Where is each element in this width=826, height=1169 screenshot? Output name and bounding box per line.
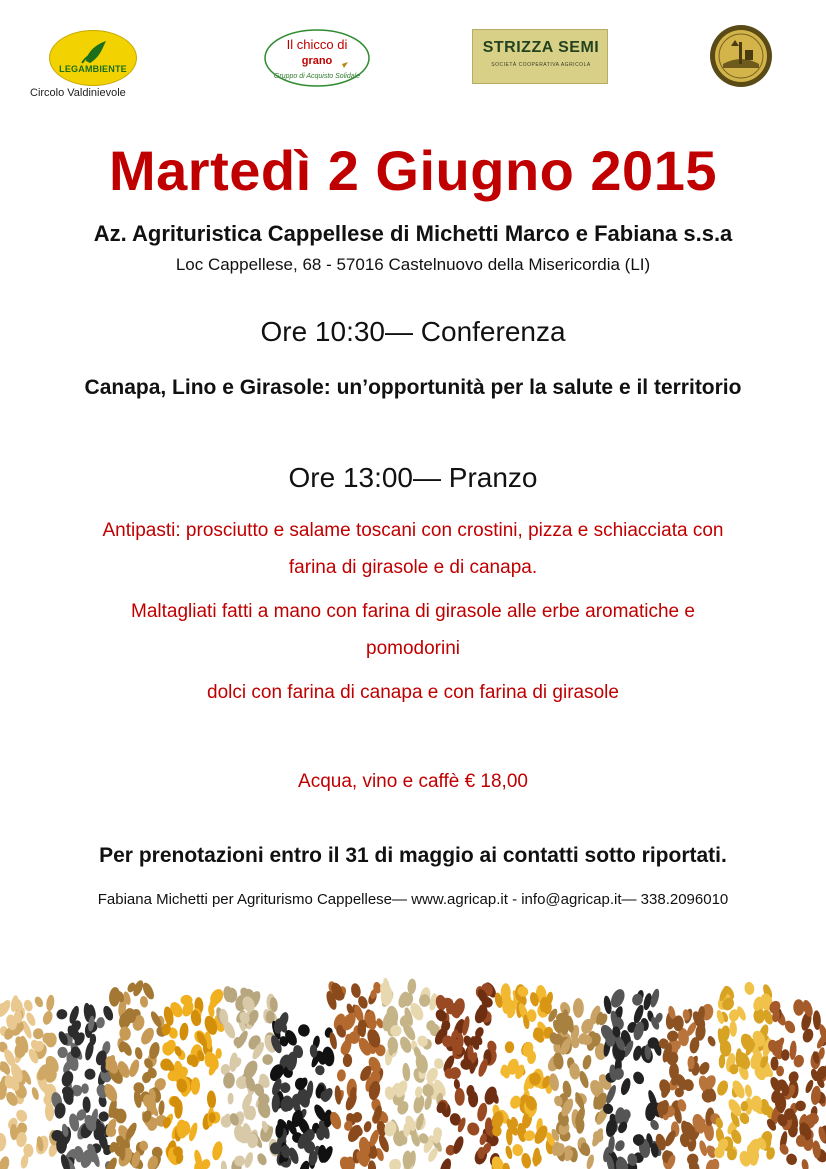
seed-shape xyxy=(139,995,149,1008)
seed-shape xyxy=(402,1063,411,1082)
seed-shape xyxy=(505,1041,515,1053)
seed-shape xyxy=(744,981,756,995)
seed-shape xyxy=(179,1022,190,1041)
seed-shape xyxy=(56,1008,69,1020)
seed-shape xyxy=(407,978,417,994)
seed-shape xyxy=(127,1058,141,1078)
seed-shape xyxy=(83,1067,98,1082)
seed-shape xyxy=(613,1139,626,1153)
seed-shape xyxy=(226,988,237,1003)
seed-shape xyxy=(363,1120,373,1133)
seed-shape xyxy=(207,1090,217,1108)
seed-shape xyxy=(261,1053,274,1066)
seed-shape xyxy=(350,982,362,998)
legambiente-logo xyxy=(49,30,137,86)
chicco-di-grano-logo xyxy=(262,28,372,88)
chicco-line3: Gruppo di Acquisto Solidale xyxy=(273,73,361,80)
seed-shape xyxy=(801,1158,810,1169)
menu-antipasti-line1: Antipasti: prosciutto e salame toscani con crostini, pizza e schiacciata con xyxy=(102,520,724,541)
seed-shape xyxy=(403,1151,413,1169)
seed-shape xyxy=(60,1070,75,1088)
seed-shape xyxy=(438,1157,453,1169)
seed-shape xyxy=(81,1083,89,1093)
conference-time: Ore 10:30— Conferenza xyxy=(260,316,566,347)
seed-shape xyxy=(256,1152,269,1167)
round-farm-logo xyxy=(709,24,773,88)
seed-shape xyxy=(504,1145,513,1160)
seed-shape xyxy=(753,1008,766,1024)
menu-dolci: dolci con farina di canapa e con farina di girasole xyxy=(207,682,619,703)
strizza-subtitle: SOCIETÀ COOPERATIVA AGRICOLA xyxy=(491,62,591,68)
seed-shape xyxy=(778,1143,790,1157)
seed-shape xyxy=(0,1133,7,1152)
seed-shape xyxy=(512,1143,524,1157)
menu-maltagliati-line2: pomodorini xyxy=(366,638,460,659)
menu-maltagliati-line1: Maltagliati fatti a mano con farina di girasole alle erbe aromatiche e xyxy=(131,601,695,622)
contact-line: Fabiana Michetti per Agriturismo Cappellese— www.agricap.it - info@agricap.it— 338.2096010 xyxy=(97,891,729,908)
chicco-line1: Il chicco di xyxy=(286,37,348,52)
strizza-wordmark: STRIZZA SEMI xyxy=(482,39,600,56)
seed-shape xyxy=(33,995,45,1008)
seed-shape xyxy=(573,998,584,1018)
seed-shape xyxy=(631,1070,646,1086)
grain-icon xyxy=(342,62,348,68)
seed-shape xyxy=(227,1093,233,1105)
seed-shape xyxy=(58,1047,68,1058)
seed-shape xyxy=(134,1046,144,1060)
conference-title: Canapa, Lino e Girasole: un’opportunità per la salute e il territorio xyxy=(84,376,742,399)
seed-shape xyxy=(688,1056,695,1070)
lunch-time: Ore 13:00— Pranzo xyxy=(288,462,538,493)
seed-shape xyxy=(158,1100,165,1115)
seed-shape xyxy=(211,1140,224,1161)
seed-shape xyxy=(343,1054,353,1068)
seed-shape xyxy=(318,1145,327,1163)
seed-shape xyxy=(454,1088,465,1106)
seed-shape xyxy=(0,1155,11,1169)
seed-shape xyxy=(41,1010,54,1026)
seed-shape xyxy=(314,1064,325,1076)
seed-shape xyxy=(337,1069,347,1082)
seed-shape xyxy=(297,1023,311,1038)
seed-shape xyxy=(520,1152,532,1169)
legambiente-wordmark: LEGAMBIENTE xyxy=(59,64,127,74)
booking-notice: Per prenotazioni entro il 31 di maggio ai contatti sotto riportati. xyxy=(99,844,727,867)
chicco-line2: grano xyxy=(301,55,333,67)
event-date-title: Martedì 2 Giugno 2015 xyxy=(109,139,717,202)
strizza-semi-logo xyxy=(472,29,608,84)
seed-shape xyxy=(190,1077,200,1095)
legambiente-leaf-icon xyxy=(50,31,138,87)
seed-shape xyxy=(619,1077,632,1096)
menu-antipasti-line2: farina di girasole e di canapa. xyxy=(288,557,538,578)
seed-shape xyxy=(119,1145,125,1161)
seed-shape xyxy=(603,995,613,1015)
seed-shape xyxy=(729,1021,737,1037)
seed-shape xyxy=(715,1079,730,1097)
seed-shape xyxy=(531,1152,542,1165)
venue-name: Az. Agrituristica Cappellese di Michetti Marco e Fabiana s.s.a xyxy=(93,221,733,246)
seeds-grains-image xyxy=(0,960,826,1169)
legambiente-emblem xyxy=(49,30,137,86)
menu-price: Acqua, vino e caffè € 18,00 xyxy=(298,771,528,792)
seed-shape xyxy=(706,1035,717,1048)
seed-shape xyxy=(220,1160,227,1169)
seed-shape xyxy=(45,994,55,1011)
seed-shape xyxy=(581,1054,593,1070)
seed-shape xyxy=(793,999,805,1016)
seed-shape xyxy=(334,1085,342,1105)
seed-shape xyxy=(30,1086,40,1100)
seed-shape xyxy=(465,1120,482,1137)
venue-address: Loc Cappellese, 68 - 57016 Castelnuovo della Misericordia (LI) xyxy=(175,255,651,274)
legambiente-caption: Circolo Valdinievole xyxy=(30,87,126,99)
seed-shape xyxy=(744,1084,753,1098)
